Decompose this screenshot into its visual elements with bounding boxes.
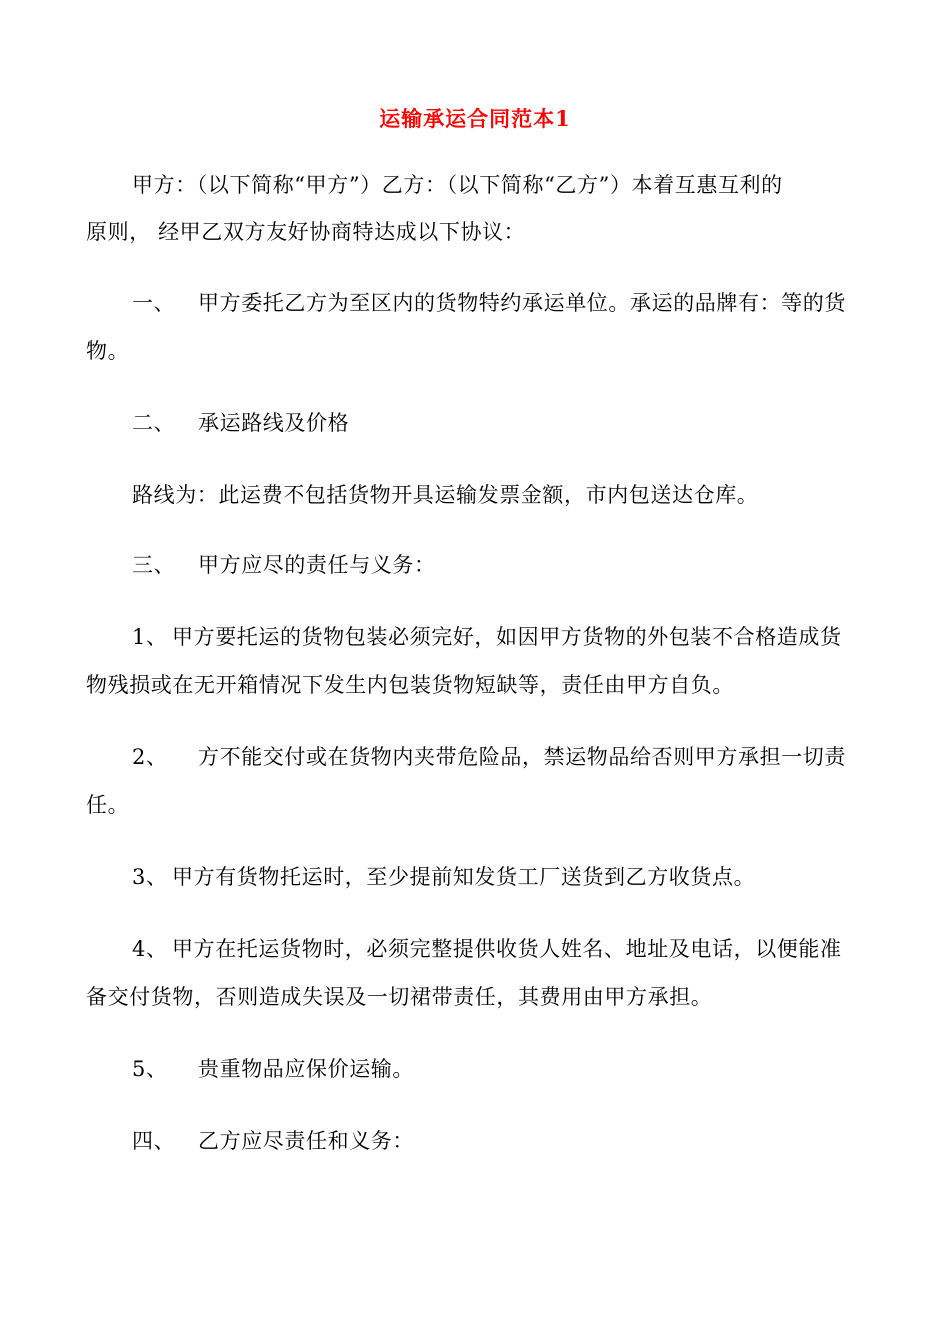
section-4-number: 四、 [132,1129,176,1153]
item-1-line-2: 物残损或在无开箱情况下发生内包装货物短缺等，责任由甲方自负。 [86,673,734,697]
item-2-line-2: 任。 [86,793,130,817]
item-5-line-1 [132,1054,414,1084]
item-3-line-1 [132,862,755,892]
item-5-text: 贵重物品应保价运输。 [198,1057,414,1081]
item-3-text: 甲方有货物托运时，至少提前知发货工厂送货到乙方收货点。 [172,865,756,889]
section-3-text: 甲方应尽的责任与义务： [198,553,436,577]
item-2-text: 方不能交付或在货物内夹带危险品，禁运物品给否则甲方承担一切责 [198,745,846,769]
item-3-number: 3、 [132,865,168,889]
section-1-line-1 [132,288,846,318]
document-title: 运输承运合同范本1 [379,106,571,131]
item-1-line-1 [132,622,842,652]
section-2-text: 承运路线及价格 [198,411,350,435]
section-1-text: 甲方委托乙方为至区内的货物特约承运单位。承运的品牌有：等的货 [198,291,846,315]
item-4-number: 4、 [132,937,168,961]
item-4-line-2: 备交付货物，否则造成失误及一切裙带责任，其费用由甲方承担。 [86,985,713,1009]
item-2-line-1 [132,742,846,772]
item-1-number: 1、 [132,625,168,649]
section-3-heading [132,550,436,580]
section-4-heading [132,1126,414,1156]
section-1-line-2: 物。 [86,339,130,363]
route-line: 路线为：此运费不包括货物开具运输发票金额，市内包送达仓库。 [132,483,759,507]
item-1-text: 甲方要托运的货物包装必须完好，如因甲方货物的外包装不合格造成货 [172,625,842,649]
item-2-number: 2、 [132,745,168,769]
item-4-line-1 [132,934,842,964]
section-3-number: 三、 [132,553,176,577]
item-4-text: 甲方在托运货物时，必须完整提供收货人姓名、地址及电话，以便能准 [172,937,842,961]
item-5-number: 5、 [132,1057,168,1081]
section-2-heading [132,408,349,438]
section-1-number: 一、 [132,291,176,315]
intro-line-1: 甲方：（以下简称“甲方”）乙方：（以下简称“乙方”）本着互惠互利的 [132,173,783,197]
section-4-text: 乙方应尽责任和义务： [198,1129,414,1153]
section-2-number: 二、 [132,411,176,435]
intro-line-2: 原则， 经甲乙双方友好协商特达成以下协议： [86,220,526,244]
